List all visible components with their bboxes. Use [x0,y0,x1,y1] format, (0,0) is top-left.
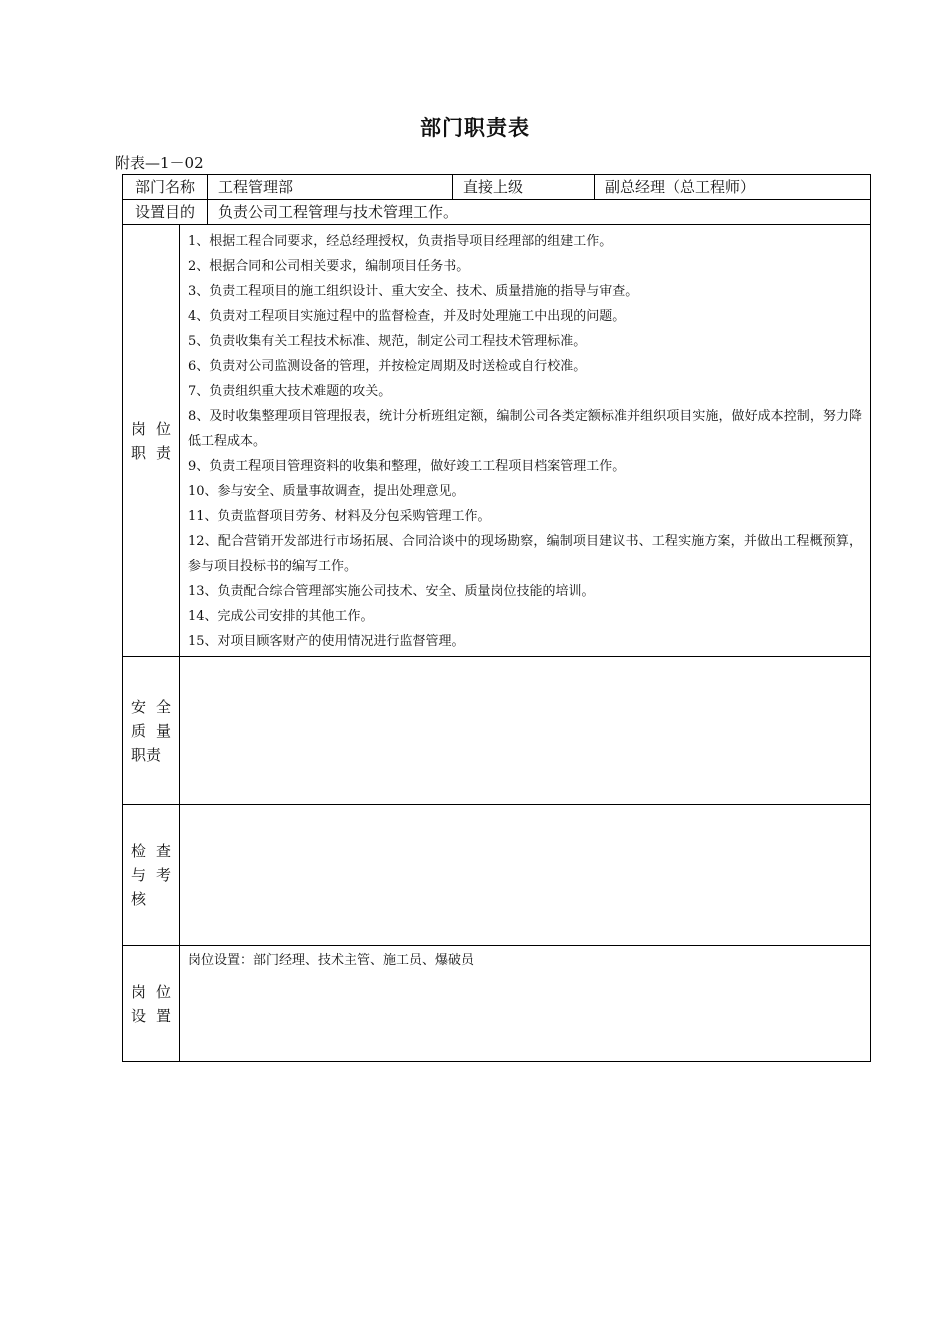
appendix-number: 附表—1－02 [115,154,204,172]
dept-name-label: 部门名称 [123,175,208,200]
list-item: 2、根据合同和公司相关要求，编制项目任务书。 [188,259,470,274]
list-item: 5、负责收集有关工程技术标准、规范，制定公司工程技术管理标准。 [188,334,587,349]
safety-content [180,657,871,805]
safety-label: 安全 质量 职责 [123,657,180,805]
list-item: 11、负责监督项目劳务、材料及分包采购管理工作。 [188,509,491,524]
list-item: 10、参与安全、质量事故调查，提出处理意见。 [188,484,465,499]
superior-label: 直接上级 [453,175,595,200]
safety-row [123,657,871,805]
inspection-row [123,805,871,946]
list-item: 8、及时收集整理项目管理报表，统计分析班组定额，编制公司各类定额标准并组织项目实施，做好成本控制，努力降低工程成本。 [188,409,863,449]
list-item: 1、根据工程合同要求，经总经理授权，负责指导项目经理部的组建工作。 [188,234,613,249]
purpose-row [123,200,871,225]
duties-label: 岗位 职责 [123,225,180,657]
header-row [123,175,871,200]
page-title: 部门职责表 [420,115,530,140]
inspection-label: 检查 与考 核 [123,805,180,946]
posts-row [123,946,871,1062]
duties-list [180,225,871,657]
list-item: 12、配合营销开发部进行市场拓展、合同洽谈中的现场勘察，编制项目建议书、工程实施方案，并做出工程概预算，参与项目投标书的编写工作。 [188,534,863,574]
list-item: 7、负责组织重大技术难题的攻关。 [188,384,392,399]
list-item: 4、负责对工程项目实施过程中的监督检查，并及时处理施工中出现的问题。 [188,309,626,324]
list-item: 14、完成公司安排的其他工作。 [188,609,374,624]
list-item: 15、对项目顾客财产的使用情况进行监督管理。 [188,634,465,649]
superior-value: 副总经理（总工程师） [595,175,871,200]
purpose-value: 负责公司工程管理与技术管理工作。 [208,200,871,225]
list-item: 13、负责配合综合管理部实施公司技术、安全、质量岗位技能的培训。 [188,584,595,599]
department-duties-table [122,174,871,1062]
posts-label: 岗位 设置 [123,946,180,1062]
posts-value: 岗位设置：部门经理、技术主管、施工员、爆破员 [180,946,871,1062]
inspection-content [180,805,871,946]
list-item: 9、负责工程项目管理资料的收集和整理，做好竣工工程项目档案管理工作。 [188,459,626,474]
duties-row [123,225,871,657]
purpose-label: 设置目的 [123,200,208,225]
list-item: 3、负责工程项目的施工组织设计、重大安全、技术、质量措施的指导与审查。 [188,284,639,299]
dept-name-value: 工程管理部 [208,175,453,200]
list-item: 6、负责对公司监测设备的管理，并按检定周期及时送检或自行校准。 [188,359,587,374]
